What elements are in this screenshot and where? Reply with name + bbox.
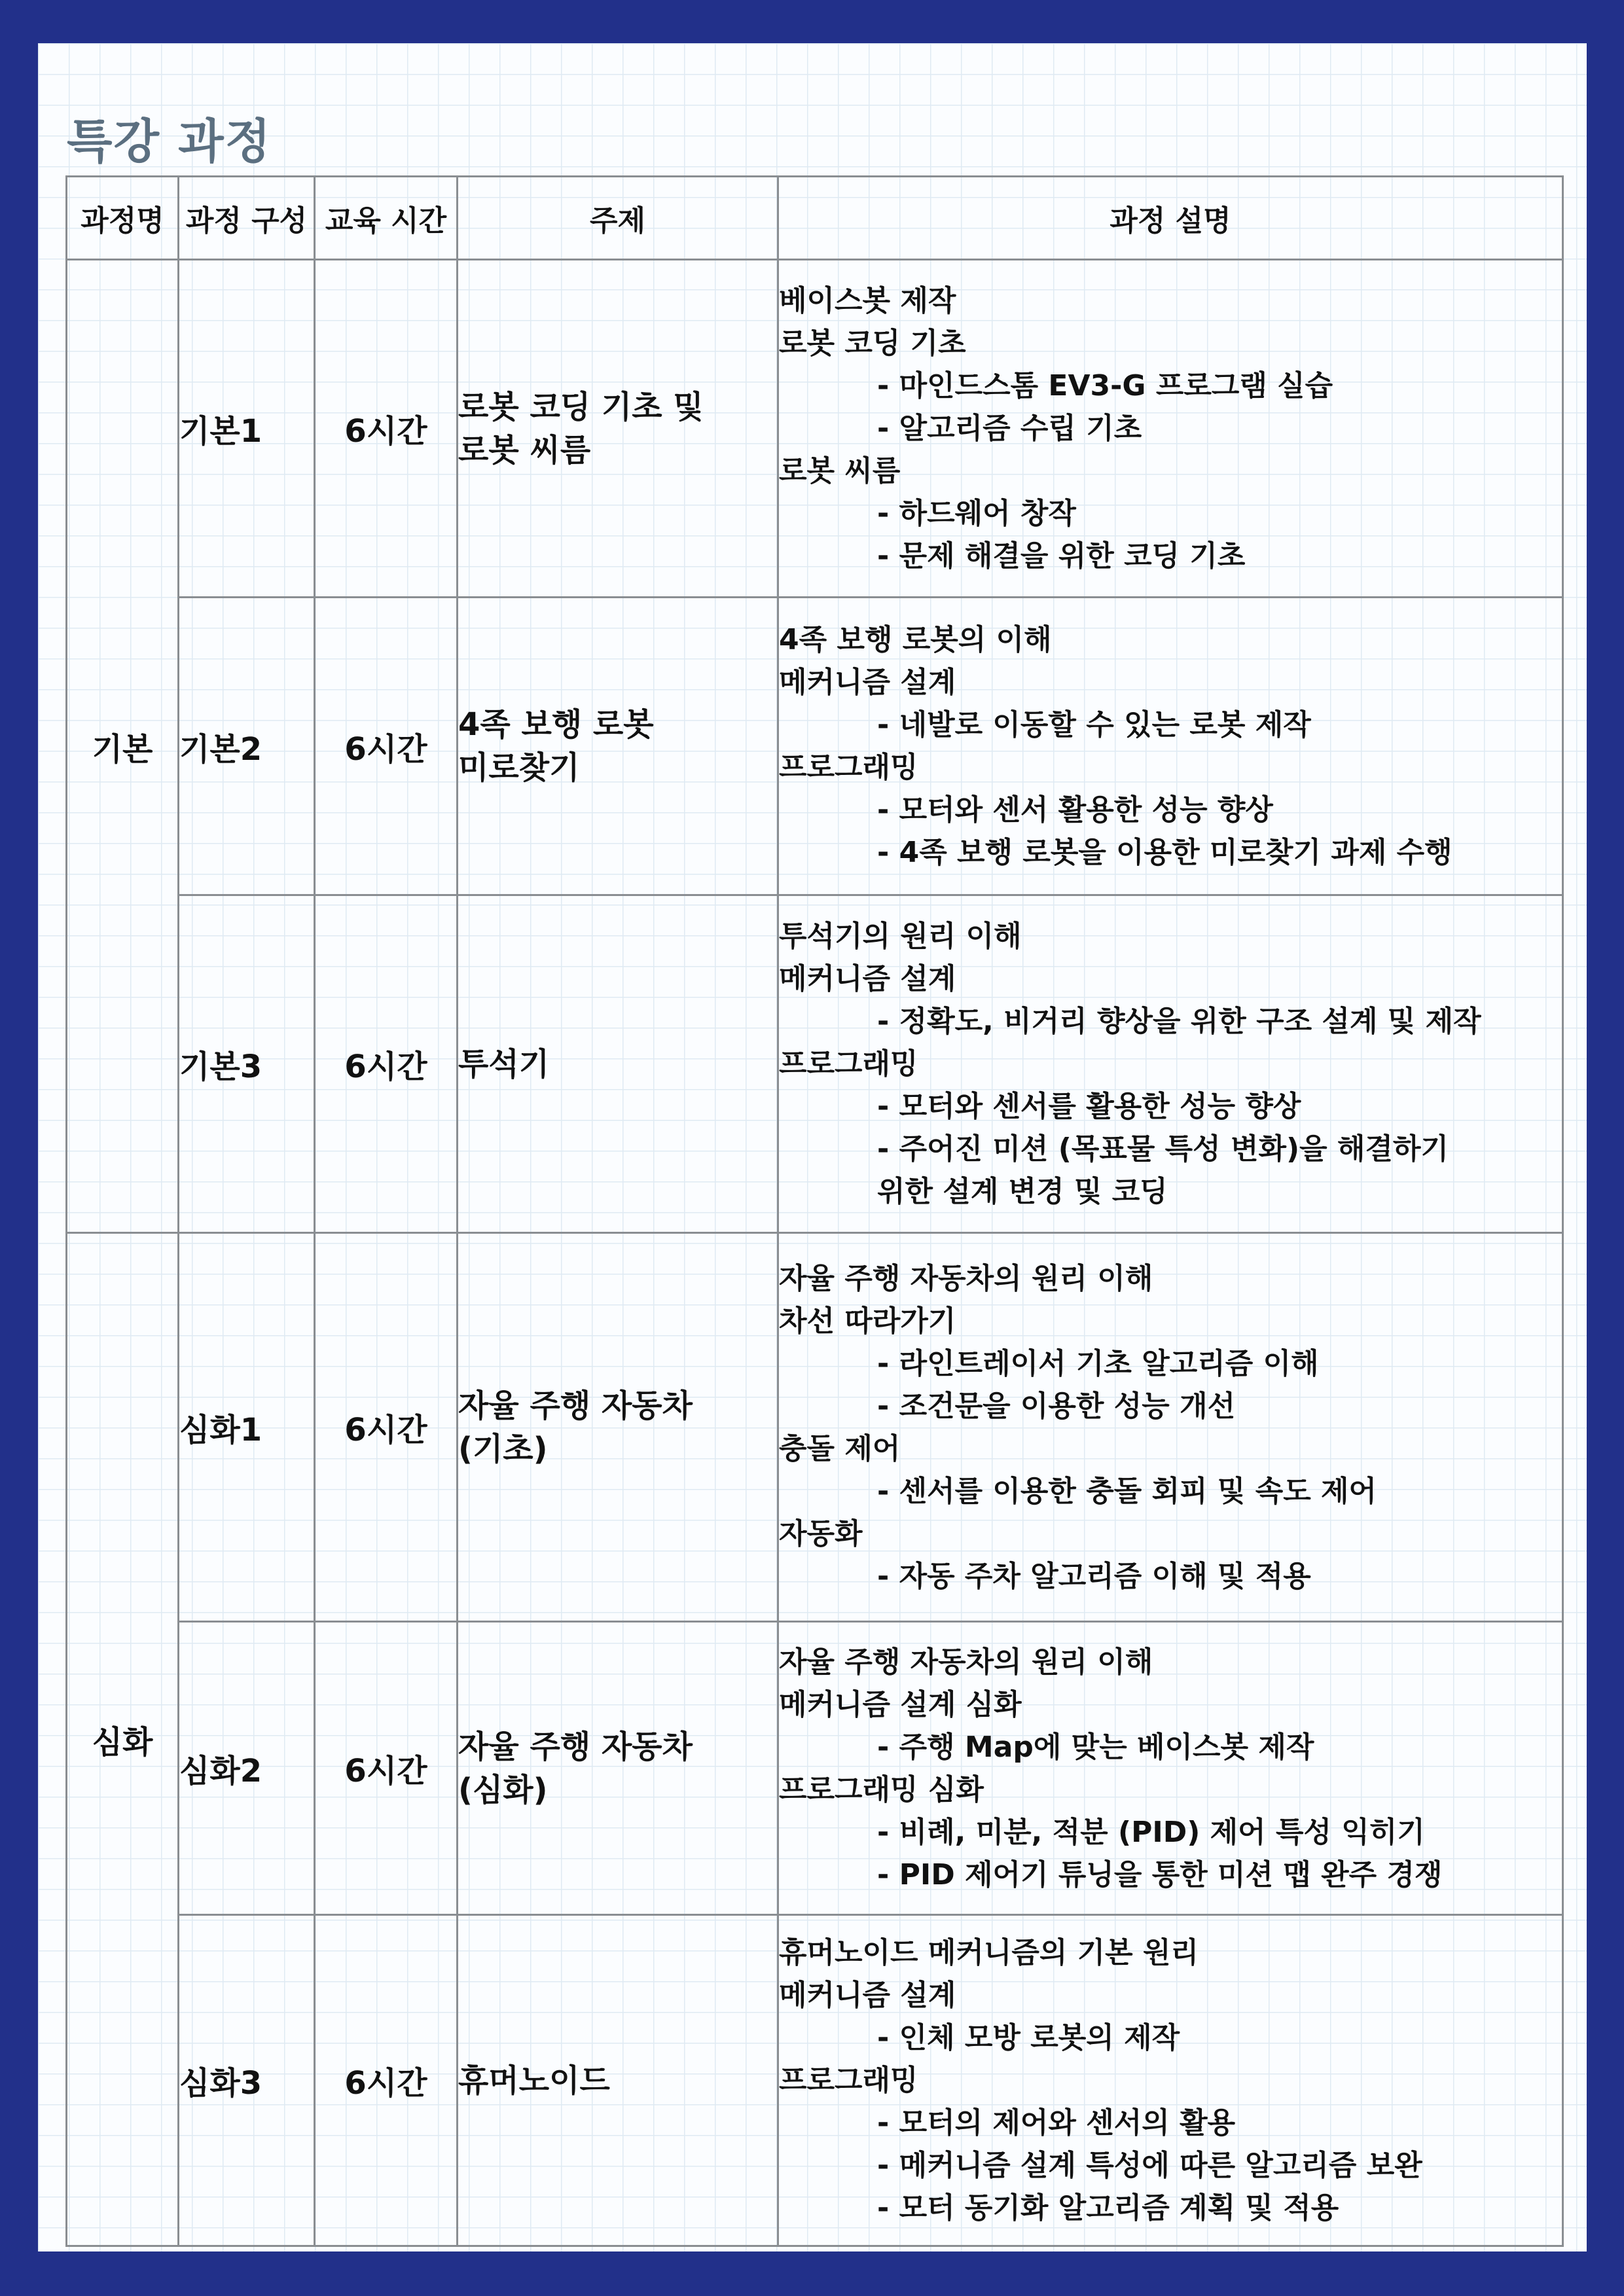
topic-cell bbox=[458, 895, 778, 1233]
description-subitem: - 주행 Map에 맞는 베이스봇 제작 bbox=[877, 1730, 1314, 1764]
course-module-cell: 기본3 bbox=[179, 895, 315, 1233]
description-subitem: - 비례, 미분, 적분 (PID) 제어 특성 익히기 bbox=[877, 1815, 1425, 1849]
description-subitem: - 정확도, 비거리 향상을 위한 구조 설계 및 제작 bbox=[877, 1005, 1481, 1038]
description-subitem: - 모터와 센서 활용한 성능 향상 bbox=[877, 793, 1273, 827]
description-subitem: - 모터 동기화 알고리즘 계획 및 적용 bbox=[877, 2191, 1339, 2225]
description-cell bbox=[778, 895, 1563, 1233]
table-row bbox=[67, 1915, 1563, 2246]
topic-line: (심화) bbox=[458, 1771, 548, 1808]
course-table bbox=[65, 175, 1564, 2247]
header-description: 과정 설명 bbox=[778, 177, 1563, 260]
topic-cell bbox=[458, 1915, 778, 2246]
description-subitem: - 메커니즘 설계 특성에 따른 알고리즘 보완 bbox=[877, 2149, 1422, 2182]
description-heading: 프로그래밍 심화 bbox=[779, 1772, 984, 1806]
description-heading: 자율 주행 자동차의 원리 이해 bbox=[779, 1261, 1153, 1295]
table-row bbox=[67, 1622, 1563, 1915]
header-hours: 교육 시간 bbox=[315, 177, 458, 260]
description-subitem: - 라인트레이서 기초 알고리즘 이해 bbox=[877, 1346, 1319, 1380]
description-cell bbox=[778, 1915, 1563, 2246]
course-module-cell: 심화2 bbox=[179, 1622, 315, 1915]
description-cell bbox=[778, 1233, 1563, 1622]
description-subitem: - 마인드스톰 EV3-G 프로그램 실습 bbox=[877, 369, 1333, 403]
document-page bbox=[38, 43, 1587, 2251]
hours-cell: 6시간 bbox=[315, 1915, 458, 2246]
description-subitem: - 모터와 센서를 활용한 성능 향상 bbox=[877, 1090, 1301, 1123]
topic-line: 자율 주행 자동차 bbox=[458, 1728, 693, 1765]
hours-cell: 6시간 bbox=[315, 1233, 458, 1622]
topic-line: 로봇 씨름 bbox=[458, 431, 591, 469]
description-heading: 로봇 씨름 bbox=[779, 454, 901, 488]
description-heading: 메커니즘 설계 bbox=[779, 666, 956, 699]
description-heading: 투석기의 원리 이해 bbox=[779, 920, 1022, 953]
description-subitem: - 알고리즘 수립 기초 bbox=[877, 412, 1142, 445]
description-subitem: - 문제 해결을 위한 코딩 기초 bbox=[877, 539, 1246, 573]
course-module-cell: 기본2 bbox=[179, 598, 315, 895]
header-course-module: 과정 구성 bbox=[179, 177, 315, 260]
description-heading: 차선 따라가기 bbox=[779, 1304, 956, 1338]
description-heading: 휴머노이드 메커니즘의 기본 원리 bbox=[779, 1936, 1199, 1969]
course-level-cell: 기본 bbox=[67, 260, 179, 1233]
description-cell bbox=[778, 598, 1563, 895]
topic-line: 4족 보행 로봇 bbox=[458, 706, 654, 743]
course-module-cell: 심화1 bbox=[179, 1233, 315, 1622]
topic-line: (기초) bbox=[458, 1430, 548, 1467]
course-module-cell: 심화3 bbox=[179, 1915, 315, 2246]
description-heading: 프로그래밍 bbox=[779, 1047, 918, 1081]
description-subitem: - 자동 주차 알고리즘 이해 및 적용 bbox=[877, 1559, 1311, 1593]
description-heading: 메커니즘 설계 심화 bbox=[779, 1687, 1022, 1721]
table-row bbox=[67, 1233, 1563, 1622]
description-heading: 자동화 bbox=[779, 1516, 863, 1551]
course-module-cell: 기본1 bbox=[179, 260, 315, 598]
description-subitem: - 4족 보행 로봇을 이용한 미로찾기 과제 수행 bbox=[877, 836, 1453, 869]
description-subitem: - 조건문을 이용한 성능 개선 bbox=[877, 1389, 1236, 1423]
hours-cell: 6시간 bbox=[315, 598, 458, 895]
description-heading: 메커니즘 설계 bbox=[779, 962, 956, 996]
description-cell bbox=[778, 1622, 1563, 1915]
header-course-name: 과정명 bbox=[67, 177, 179, 260]
description-heading: 충돌 제어 bbox=[779, 1431, 901, 1465]
topic-line: 미로찾기 bbox=[458, 749, 580, 786]
page-title: 특강 과정 bbox=[67, 114, 272, 169]
description-subitem: - 주어진 미션 (목표물 특성 변화)을 해결하기 bbox=[877, 1132, 1449, 1166]
topic-line: 로봇 코딩 기초 및 bbox=[458, 388, 704, 425]
topic-line: 투석기 bbox=[458, 1045, 550, 1083]
description-heading: 메커니즘 설계 bbox=[779, 1979, 956, 2012]
description-subitem: - 모터의 제어와 센서의 활용 bbox=[877, 2106, 1236, 2140]
topic-cell bbox=[458, 260, 778, 598]
description-heading: 프로그래밍 bbox=[779, 2064, 918, 2097]
hours-cell: 6시간 bbox=[315, 1622, 458, 1915]
description-heading: 프로그래밍 bbox=[779, 751, 918, 784]
description-heading: 4족 보행 로봇의 이해 bbox=[779, 623, 1052, 656]
description-subitem: - 네발로 이동할 수 있는 로봇 제작 bbox=[877, 708, 1311, 742]
header-topic: 주제 bbox=[458, 177, 778, 260]
topic-line: 휴머노이드 bbox=[458, 2062, 610, 2099]
table-row bbox=[67, 895, 1563, 1233]
topic-line: 자율 주행 자동차 bbox=[458, 1387, 693, 1424]
topic-cell bbox=[458, 1233, 778, 1622]
table-row bbox=[67, 260, 1563, 598]
hours-cell: 6시간 bbox=[315, 895, 458, 1233]
table-header-row bbox=[67, 177, 1563, 260]
topic-cell bbox=[458, 1622, 778, 1915]
description-heading: 로봇 코딩 기초 bbox=[779, 327, 966, 360]
description-subitem: - 하드웨어 창작 bbox=[877, 497, 1076, 530]
description-subitem: - PID 제어기 튜닝을 통한 미션 맵 완주 경쟁 bbox=[877, 1857, 1443, 1892]
description-subitem: 위한 설계 변경 및 코딩 bbox=[877, 1175, 1168, 1208]
table-row bbox=[67, 598, 1563, 895]
description-subitem: - 센서를 이용한 충돌 회피 및 속도 제어 bbox=[877, 1474, 1377, 1508]
hours-cell: 6시간 bbox=[315, 260, 458, 598]
description-heading: 자율 주행 자동차의 원리 이해 bbox=[779, 1645, 1153, 1679]
description-subitem: - 인체 모방 로봇의 제작 bbox=[877, 2021, 1180, 2054]
description-heading: 베이스봇 제작 bbox=[779, 284, 956, 317]
description-cell bbox=[778, 260, 1563, 598]
topic-cell bbox=[458, 598, 778, 895]
course-level-cell: 심화 bbox=[67, 1233, 179, 2246]
